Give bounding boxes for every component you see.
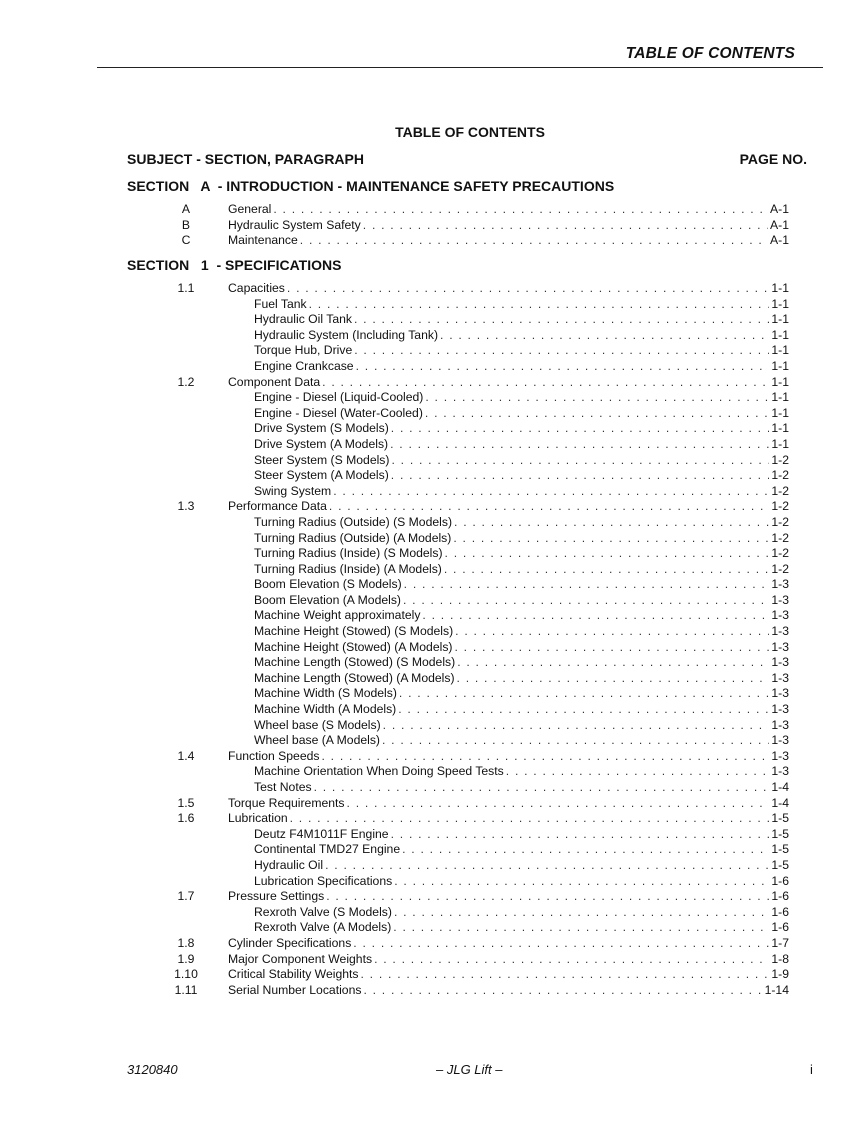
toc-entry[interactable]	[228, 952, 789, 968]
toc-entry-number: A	[181, 202, 191, 216]
toc-row[interactable]	[0, 686, 866, 702]
dot-leader	[314, 780, 770, 796]
toc-entry-number: 1.1	[177, 281, 195, 295]
page-title: TABLE OF CONTENTS	[395, 124, 545, 140]
dot-leader	[329, 499, 769, 515]
toc-entry-page: 1-4	[771, 795, 789, 810]
dot-leader	[425, 390, 769, 406]
toc-entry-page: 1-2	[771, 561, 789, 576]
toc-entry-number: 1.8	[177, 935, 195, 950]
toc-entry-label: Steer System (A Models)	[254, 468, 389, 483]
toc-entry[interactable]	[254, 406, 789, 422]
toc-entry[interactable]	[254, 437, 789, 453]
dot-leader	[445, 546, 770, 562]
toc-entry-page: 1-2	[771, 530, 789, 545]
toc-entry-page: 1-1	[771, 436, 789, 451]
toc-entry-page: 1-1	[771, 296, 789, 311]
toc-entry[interactable]	[254, 390, 789, 406]
toc-row[interactable]	[0, 920, 866, 936]
toc-entry[interactable]	[254, 671, 789, 687]
toc-entry-label: Torque Hub, Drive	[254, 343, 353, 358]
dot-leader	[382, 733, 769, 749]
toc-row[interactable]	[0, 952, 866, 968]
toc-entry-label: Swing System	[254, 483, 332, 498]
toc-entry[interactable]	[254, 484, 789, 500]
running-header-title: TABLE OF CONTENTS	[625, 45, 795, 62]
toc-entry-page: 1-6	[771, 904, 789, 919]
toc-entry-page: 1-1	[771, 390, 789, 405]
toc-entry[interactable]	[254, 764, 789, 780]
toc-row[interactable]	[0, 218, 866, 234]
section-1-heading[interactable]: SECTION 1 - SPECIFICATIONS	[127, 257, 342, 273]
dot-leader	[394, 874, 769, 890]
dot-leader	[457, 655, 769, 671]
dot-leader	[374, 952, 769, 968]
toc-entry-label: Critical Stability Weights	[228, 967, 359, 982]
dot-leader	[325, 858, 769, 874]
dot-leader	[287, 281, 769, 297]
toc-row[interactable]	[0, 202, 866, 218]
toc-entry-label: Test Notes	[254, 780, 312, 794]
dot-leader	[391, 827, 770, 843]
toc-row[interactable]	[0, 905, 866, 921]
dot-leader	[457, 671, 770, 687]
toc-entry[interactable]	[254, 718, 789, 734]
dot-leader	[440, 328, 769, 344]
toc-row[interactable]	[0, 983, 866, 999]
toc-row[interactable]	[0, 406, 866, 422]
header-rule	[97, 67, 823, 68]
toc-entry[interactable]	[228, 281, 789, 297]
toc-entry[interactable]	[254, 702, 789, 718]
toc-row[interactable]	[0, 733, 866, 749]
dot-leader	[394, 905, 769, 921]
toc-entry-page: 1-3	[771, 733, 789, 748]
toc-row[interactable]	[0, 702, 866, 718]
toc-entry[interactable]	[228, 202, 789, 218]
toc-entry-label: Drive System (A Models)	[254, 436, 389, 451]
toc-entry-page: 1-6	[771, 920, 789, 935]
toc-entry[interactable]	[254, 686, 789, 702]
toc-entry[interactable]	[228, 233, 789, 249]
toc-row[interactable]	[0, 624, 866, 640]
toc-row[interactable]	[0, 811, 866, 827]
toc-entry[interactable]	[228, 499, 789, 515]
dot-leader	[383, 718, 770, 734]
toc-row[interactable]	[0, 593, 866, 609]
dot-leader	[290, 811, 770, 827]
footer-publisher: – JLG Lift –	[436, 1062, 503, 1077]
toc-row[interactable]	[0, 655, 866, 671]
toc-row[interactable]	[0, 640, 866, 656]
toc-row[interactable]	[0, 671, 866, 687]
toc-entry[interactable]	[254, 531, 789, 547]
toc-entry-page: 1-2	[771, 514, 789, 529]
toc-entry-page: 1-3	[771, 639, 789, 654]
toc-entry[interactable]	[254, 780, 789, 796]
toc-row[interactable]	[0, 343, 866, 359]
toc-row[interactable]	[0, 484, 866, 500]
toc-entry-label: Performance Data	[228, 499, 327, 514]
toc-entry[interactable]	[228, 889, 789, 905]
toc-entry-label: Serial Number Locations	[228, 982, 362, 997]
toc-entry-page: 1-3	[771, 702, 789, 717]
toc-entry-number: 1.7	[177, 889, 195, 904]
toc-entry-label: Machine Orientation When Doing Speed Tests	[254, 764, 504, 779]
dot-leader	[399, 686, 769, 702]
toc-row[interactable]	[0, 453, 866, 469]
dot-leader	[300, 233, 768, 249]
toc-entry[interactable]	[254, 905, 789, 921]
toc-entry[interactable]	[228, 983, 789, 999]
toc-entry[interactable]	[254, 827, 789, 843]
toc-entry-page: 1-9	[771, 967, 789, 982]
toc-entry-page: 1-5	[771, 811, 789, 826]
toc-row[interactable]	[0, 764, 866, 780]
toc-entry[interactable]	[254, 640, 789, 656]
toc-row[interactable]	[0, 874, 866, 890]
toc-entry-page: 1-2	[771, 499, 789, 514]
toc-entry[interactable]	[254, 328, 789, 344]
dot-leader	[454, 640, 769, 656]
toc-entry-label: Machine Height (Stowed) (S Models)	[254, 624, 454, 639]
toc-row[interactable]	[0, 796, 866, 812]
toc-entry[interactable]	[228, 375, 789, 391]
toc-entry-page: 1-2	[771, 483, 789, 498]
dot-leader	[402, 842, 769, 858]
dot-leader	[321, 749, 769, 765]
dot-leader	[393, 920, 769, 936]
toc-entry-page: 1-3	[771, 670, 789, 685]
dot-leader	[361, 967, 770, 983]
toc-entry-label: Turning Radius (Inside) (A Models)	[254, 561, 442, 576]
toc-entry-label: Cylinder Specifications	[228, 935, 352, 950]
page-number-column-heading: PAGE NO.	[739, 151, 807, 167]
dot-leader	[444, 562, 770, 578]
toc-entry-page: 1-5	[771, 826, 789, 841]
dot-leader	[347, 796, 770, 812]
toc-entry-page: A-1	[770, 217, 789, 232]
dot-leader	[454, 515, 769, 531]
toc-entry-label: Hydraulic Oil	[254, 857, 324, 872]
toc-entry[interactable]	[254, 733, 789, 749]
toc-entry-label: Steer System (S Models)	[254, 452, 390, 467]
toc-entry[interactable]	[228, 811, 789, 827]
toc-row[interactable]	[0, 312, 866, 328]
toc-row[interactable]	[0, 936, 866, 952]
toc-entry[interactable]	[254, 655, 789, 671]
toc-entry[interactable]	[254, 312, 789, 328]
toc-entry-page: 1-3	[771, 764, 789, 779]
footer-page-number: i	[810, 1062, 813, 1077]
toc-row[interactable]	[0, 531, 866, 547]
toc-row[interactable]	[0, 858, 866, 874]
toc-entry-number: C	[181, 233, 191, 248]
dot-leader	[326, 889, 769, 905]
section-1-entries	[0, 281, 866, 998]
toc-entry[interactable]	[254, 515, 789, 531]
subject-column-heading: SUBJECT - SECTION, PARAGRAPH	[127, 151, 364, 167]
toc-entry[interactable]	[254, 453, 789, 469]
toc-entry-label: Engine Crankcase	[254, 358, 354, 373]
toc-entry-page: 1-7	[771, 935, 789, 950]
toc-entry-number: 1.6	[177, 811, 195, 826]
toc-row[interactable]	[0, 718, 866, 734]
toc-entry-number: 1.11	[174, 982, 198, 997]
dot-leader	[309, 297, 770, 313]
toc-entry-page: 1-3	[771, 577, 789, 592]
toc-row[interactable]	[0, 967, 866, 983]
toc-row[interactable]	[0, 515, 866, 531]
toc-entry[interactable]	[254, 608, 789, 624]
toc-entry-label: Boom Elevation (A Models)	[254, 592, 401, 607]
toc-entry-label: Wheel base (A Models)	[254, 733, 380, 748]
toc-row[interactable]	[0, 281, 866, 297]
toc-entry-page: 1-3	[771, 624, 789, 639]
toc-entry-number: 1.3	[177, 499, 195, 514]
toc-entry-label: Turning Radius (Inside) (S Models)	[254, 546, 443, 561]
toc-entry-label: Hydraulic System Safety	[228, 217, 361, 232]
toc-entry-page: 1-1	[771, 327, 789, 342]
toc-entry-page: 1-1	[771, 374, 789, 389]
toc-row[interactable]	[0, 499, 866, 515]
toc-entry-label: Component Data	[228, 374, 321, 389]
dot-leader	[363, 983, 762, 999]
toc-entry[interactable]	[254, 858, 789, 874]
toc-entry-label: Engine - Diesel (Water-Cooled)	[254, 405, 423, 420]
toc-row[interactable]	[0, 889, 866, 905]
toc-entry-page: 1-1	[771, 421, 789, 436]
toc-entry[interactable]	[254, 842, 789, 858]
toc-entry-label: Torque Requirements	[228, 795, 345, 810]
toc-entry-page: 1-4	[771, 780, 789, 794]
toc-entry-number: 1.10	[174, 967, 198, 982]
toc-entry-label: Major Component Weights	[228, 951, 373, 966]
toc-entry[interactable]	[228, 796, 789, 812]
toc-row[interactable]	[0, 842, 866, 858]
toc-row[interactable]	[0, 468, 866, 484]
toc-entry-label: Maintenance	[228, 233, 298, 248]
toc-entry-label: Machine Weight approximately	[254, 608, 421, 623]
toc-entry-label: Machine Height (Stowed) (A Models)	[254, 639, 453, 654]
toc-row[interactable]	[0, 328, 866, 344]
toc-entry-page: 1-5	[771, 857, 789, 872]
toc-entry-page: 1-6	[771, 873, 789, 888]
toc-entry-page: 1-8	[771, 951, 789, 966]
section-a-entries	[0, 202, 866, 249]
dot-leader	[455, 624, 769, 640]
toc-entry-label: Lubrication	[228, 811, 288, 826]
toc-entry-page: 1-3	[771, 655, 789, 670]
dot-leader	[391, 421, 770, 437]
toc-entry[interactable]	[228, 218, 789, 234]
dot-leader	[390, 437, 769, 453]
toc-entry[interactable]	[228, 967, 789, 983]
toc-entry-label: Machine Width (S Models)	[254, 686, 397, 701]
toc-entry-label: Machine Length (Stowed) (S Models)	[254, 655, 456, 670]
toc-entry-page: 1-1	[771, 343, 789, 358]
dot-leader	[403, 593, 769, 609]
toc-entry-page: 1-1	[771, 281, 789, 295]
toc-entry-label: Turning Radius (Outside) (S Models)	[254, 514, 453, 529]
toc-entry-page: 1-3	[771, 717, 789, 732]
toc-row[interactable]	[0, 749, 866, 765]
toc-entry-label: Rexroth Valve (S Models)	[254, 904, 392, 919]
toc-entry-page: 1-14	[764, 982, 789, 997]
toc-entry-label: General	[228, 202, 272, 216]
toc-entry[interactable]	[254, 874, 789, 890]
toc-entry[interactable]	[254, 577, 789, 593]
toc-entry-page: 1-5	[771, 842, 789, 857]
toc-row[interactable]	[0, 390, 866, 406]
dot-leader	[353, 936, 769, 952]
toc-entry[interactable]	[254, 624, 789, 640]
toc-row[interactable]	[0, 577, 866, 593]
toc-entry-number: 1.9	[177, 951, 195, 966]
toc-entry-page: 1-2	[771, 452, 789, 467]
toc-row[interactable]	[0, 297, 866, 313]
dot-leader	[425, 406, 769, 422]
dot-leader	[453, 531, 769, 547]
toc-entry-label: Engine - Diesel (Liquid-Cooled)	[254, 390, 424, 405]
dot-leader	[322, 375, 769, 391]
toc-row[interactable]	[0, 437, 866, 453]
toc-entry-number: 1.2	[177, 374, 195, 389]
toc-entry-page: A-1	[770, 233, 789, 248]
toc-entry-label: Turning Radius (Outside) (A Models)	[254, 530, 452, 545]
toc-entry-number: 1.5	[177, 795, 195, 810]
dot-leader	[506, 764, 770, 780]
document-number: 3120840	[127, 1062, 178, 1077]
toc-entry-page: 1-1	[771, 405, 789, 420]
toc-entry-page: 1-1	[771, 358, 789, 373]
toc-entry-label: Deutz F4M1011F Engine	[254, 826, 389, 841]
section-a-heading[interactable]: SECTION A - INTRODUCTION - MAINTENANCE SAFETY PRECAUTIONS	[127, 178, 615, 194]
toc-entry-page: A-1	[770, 202, 789, 216]
toc-entry[interactable]	[228, 936, 789, 952]
toc-entry-label: Pressure Settings	[228, 889, 325, 904]
toc-entry-page: 1-6	[771, 889, 789, 904]
toc-entry-label: Wheel base (S Models)	[254, 717, 381, 732]
toc-entry-label: Continental TMD27 Engine	[254, 842, 401, 857]
toc-entry[interactable]	[254, 297, 789, 313]
toc-entry-label: Fuel Tank	[254, 296, 307, 311]
toc-entry[interactable]	[254, 593, 789, 609]
toc-entry-label: Rexroth Valve (A Models)	[254, 920, 392, 935]
toc-entry[interactable]	[254, 546, 789, 562]
dot-leader	[354, 312, 769, 328]
toc-row[interactable]	[0, 608, 866, 624]
toc-entry-page: 1-3	[771, 608, 789, 623]
toc-row[interactable]	[0, 375, 866, 391]
dot-leader	[356, 359, 770, 375]
toc-entry-number: B	[181, 217, 191, 232]
toc-entry-number: 1.4	[177, 748, 195, 763]
toc-row[interactable]	[0, 562, 866, 578]
toc-entry-page: 1-2	[771, 546, 789, 561]
dot-leader	[398, 702, 769, 718]
toc-entry-page: 1-1	[771, 312, 789, 327]
dot-leader	[363, 218, 768, 234]
toc-entry-label: Lubrication Specifications	[254, 873, 393, 888]
toc-row[interactable]	[0, 421, 866, 437]
toc-entry-label: Machine Width (A Models)	[254, 702, 397, 717]
dot-leader	[354, 343, 769, 359]
dot-leader	[273, 202, 768, 218]
toc-row[interactable]	[0, 233, 866, 249]
toc-entry-page: 1-2	[771, 468, 789, 483]
toc-entry-label: Drive System (S Models)	[254, 421, 389, 436]
dot-leader	[391, 468, 770, 484]
dot-leader	[333, 484, 769, 500]
dot-leader	[404, 577, 770, 593]
toc-row[interactable]	[0, 546, 866, 562]
toc-row[interactable]	[0, 359, 866, 375]
toc-entry[interactable]	[254, 562, 789, 578]
toc-entry-label: Hydraulic System (Including Tank)	[254, 327, 439, 342]
toc-entry[interactable]	[228, 749, 789, 765]
dot-leader	[391, 453, 769, 469]
toc-entry-page: 1-3	[771, 686, 789, 701]
toc-entry-page: 1-3	[771, 592, 789, 607]
toc-entry-label: Hydraulic Oil Tank	[254, 312, 352, 327]
toc-entry-label: Machine Length (Stowed) (A Models)	[254, 670, 455, 685]
toc-entry-page: 1-3	[771, 748, 789, 763]
toc-entry[interactable]	[254, 359, 789, 375]
toc-row[interactable]	[0, 780, 866, 796]
dot-leader	[422, 608, 769, 624]
toc-entry[interactable]	[254, 920, 789, 936]
toc-entry[interactable]	[254, 343, 789, 359]
toc-entry-label: Capacities	[228, 281, 285, 295]
toc-entry-label: Function Speeds	[228, 748, 320, 763]
toc-row[interactable]	[0, 827, 866, 843]
toc-entry[interactable]	[254, 468, 789, 484]
toc-entry[interactable]	[254, 421, 789, 437]
toc-entry-label: Boom Elevation (S Models)	[254, 577, 402, 592]
